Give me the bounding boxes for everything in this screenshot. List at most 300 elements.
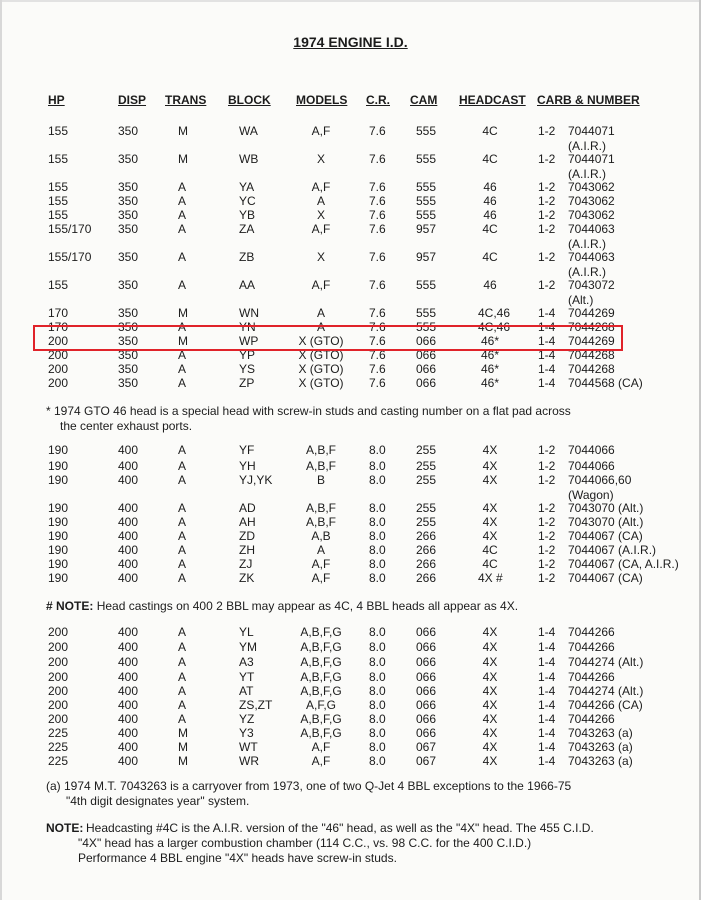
cell-cam: 066 — [416, 640, 437, 654]
cell-disp: 400 — [118, 557, 139, 571]
cell-trans: A — [178, 278, 187, 292]
cell-sub: (A.I.R.) — [568, 139, 606, 153]
cell-hp: 200 — [48, 655, 69, 669]
cell-trans: A — [178, 459, 187, 473]
cell-disp: 350 — [118, 222, 139, 236]
cell-cr: 7.6 — [369, 348, 386, 362]
cell-hp: 155 — [48, 194, 69, 208]
cell-head: 46 — [483, 208, 497, 222]
carryover-footnote-line1: (a) 1974 M.T. 7043263 is a carryover from 1973, one of two Q-Jet 4 BBL exceptions to the 1966-75 — [46, 779, 572, 793]
cell-cam: 067 — [416, 740, 437, 754]
cell-num: 7044066 — [568, 443, 615, 457]
note-text: Head castings on 400 2 BBL may appear as 4C, 4 BBL heads all appear as 4X. — [96, 599, 519, 613]
cell-hp: 190 — [48, 557, 69, 571]
cell-models: A,B,F — [305, 443, 336, 457]
cell-hp: 200 — [48, 625, 69, 639]
cell-trans: M — [178, 334, 188, 348]
cell-hp: 170 — [48, 306, 69, 320]
cell-trans: A — [178, 376, 187, 390]
cell-hp: 190 — [48, 501, 69, 515]
cell-trans: M — [178, 306, 188, 320]
table-row — [0, 740, 701, 754]
cell-head: 4X — [482, 459, 498, 473]
cell-num: 7044268 — [568, 348, 615, 362]
cell-ratio: 1-4 — [538, 712, 556, 726]
cell-block: WB — [239, 152, 259, 166]
cell-models: A — [316, 320, 325, 334]
cell-trans: A — [178, 515, 187, 529]
cell-cr: 8.0 — [369, 459, 386, 473]
cell-disp: 350 — [118, 250, 139, 264]
cell-hp: 190 — [48, 543, 69, 557]
cell-block: ZK — [239, 571, 255, 585]
cell-cam: 255 — [416, 473, 437, 487]
cell-hp: 155 — [48, 124, 69, 138]
cell-cam: 555 — [416, 306, 437, 320]
cell-ratio: 1-2 — [538, 124, 556, 138]
cell-cr: 7.6 — [369, 306, 386, 320]
cell-models: A,B,F — [305, 501, 336, 515]
table-row — [0, 180, 701, 194]
cell-hp: 155 — [48, 278, 69, 292]
cell-disp: 400 — [118, 754, 139, 768]
cell-models: A,F — [311, 278, 331, 292]
cell-disp: 350 — [118, 208, 139, 222]
cell-sub: (Wagon) — [568, 488, 614, 502]
cell-ratio: 1-2 — [538, 222, 556, 236]
cell-disp: 400 — [118, 473, 139, 487]
cell-disp: 400 — [118, 684, 139, 698]
cell-cr: 8.0 — [369, 543, 386, 557]
cell-disp: 400 — [118, 501, 139, 515]
cell-cr: 7.6 — [369, 376, 386, 390]
cell-ratio: 1-4 — [538, 306, 556, 320]
cell-trans: A — [178, 571, 187, 585]
cell-sub: (A.I.R.) — [568, 167, 606, 181]
cell-disp: 400 — [118, 670, 139, 684]
cell-models: X — [316, 208, 325, 222]
cell-ratio: 1-4 — [538, 754, 556, 768]
cell-head: 4X — [482, 501, 498, 515]
cell-cam: 255 — [416, 459, 437, 473]
cell-hp: 190 — [48, 529, 69, 543]
cell-cam: 555 — [416, 194, 437, 208]
cell-head: 4X — [482, 515, 498, 529]
table-row — [0, 459, 701, 473]
cell-hp: 155/170 — [48, 222, 92, 236]
cell-block: AD — [239, 501, 256, 515]
cell-head: 4X — [482, 670, 498, 684]
cell-head: 4X — [482, 529, 498, 543]
table-row — [0, 684, 701, 698]
cell-ratio: 1-4 — [538, 625, 556, 639]
cell-cr: 8.0 — [369, 640, 386, 654]
cell-disp: 350 — [118, 320, 139, 334]
cell-head: 4C — [482, 124, 498, 138]
cell-models: A,B,F,G — [300, 684, 342, 698]
cell-disp: 350 — [118, 152, 139, 166]
table-row — [0, 625, 701, 639]
table-row — [0, 726, 701, 740]
cell-block: YM — [239, 640, 257, 654]
cell-trans: A — [178, 194, 187, 208]
cell-block: YT — [239, 670, 255, 684]
cell-num: 7044063 — [568, 222, 615, 236]
cell-ratio: 1-4 — [538, 640, 556, 654]
cell-cr: 8.0 — [369, 712, 386, 726]
cell-ratio: 1-4 — [538, 348, 556, 362]
cell-block: WT — [239, 740, 258, 754]
cell-num: 7044067 (A.I.R.) — [568, 543, 657, 557]
cell-models: A,F — [311, 557, 331, 571]
cell-models: X (GTO) — [298, 334, 344, 348]
cell-models: A,F — [311, 124, 331, 138]
cell-cam: 555 — [416, 152, 437, 166]
table-row — [0, 754, 701, 768]
table-row — [0, 306, 701, 320]
cell-block: YL — [239, 625, 254, 639]
cell-cam: 255 — [416, 501, 437, 515]
cell-hp: 225 — [48, 754, 69, 768]
cell-block: Y3 — [239, 726, 254, 740]
cell-cam: 957 — [416, 222, 437, 236]
cell-num: 7044066 — [568, 459, 615, 473]
cell-cr: 8.0 — [369, 698, 386, 712]
cell-models: A — [316, 543, 325, 557]
cell-cam: 266 — [416, 557, 437, 571]
cell-trans: A — [178, 543, 187, 557]
cell-cam: 066 — [416, 348, 437, 362]
cell-cr: 7.6 — [369, 320, 386, 334]
cell-hp: 225 — [48, 740, 69, 754]
header-hp: HP — [48, 93, 65, 107]
header-trans: TRANS — [165, 93, 207, 107]
cell-cr: 8.0 — [369, 515, 386, 529]
cell-ratio: 1-2 — [538, 515, 556, 529]
cell-models: A,B,F,G — [300, 655, 342, 669]
cell-trans: A — [178, 684, 187, 698]
cell-num: 7043062 — [568, 208, 615, 222]
cell-head: 4C — [482, 250, 498, 264]
cell-models: X — [316, 250, 325, 264]
cell-ratio: 1-2 — [538, 459, 556, 473]
header-cam: CAM — [410, 93, 438, 107]
cell-head: 46 — [483, 180, 497, 194]
cell-block: WA — [239, 124, 258, 138]
cell-trans: A — [178, 698, 187, 712]
cell-head: 4X — [482, 726, 498, 740]
cell-cam: 957 — [416, 250, 437, 264]
cell-num: 7043072 — [568, 278, 615, 292]
cell-cam: 266 — [416, 571, 437, 585]
cell-hp: 190 — [48, 473, 69, 487]
header-block: BLOCK — [228, 93, 271, 107]
cell-block: YB — [239, 208, 256, 222]
cell-disp: 400 — [118, 698, 139, 712]
cell-trans: A — [178, 320, 187, 334]
cell-cam: 066 — [416, 698, 437, 712]
cell-ratio: 1-4 — [538, 698, 556, 712]
cell-num: 7044067 (CA) — [568, 529, 643, 543]
cell-head: 4X — [482, 740, 498, 754]
cell-models: A,B,F,G — [300, 726, 342, 740]
cell-cr: 7.6 — [369, 334, 386, 348]
cell-ratio: 1-4 — [538, 376, 556, 390]
cell-disp: 350 — [118, 376, 139, 390]
cell-disp: 400 — [118, 640, 139, 654]
table-row — [0, 515, 701, 529]
cell-hp: 155 — [48, 152, 69, 166]
cell-disp: 400 — [118, 655, 139, 669]
cell-models: A — [316, 306, 325, 320]
cell-hp: 155 — [48, 180, 69, 194]
cell-disp: 350 — [118, 124, 139, 138]
cell-models: B — [316, 473, 325, 487]
cell-hp: 155/170 — [48, 250, 92, 264]
cell-models: A — [316, 194, 325, 208]
cell-cr: 8.0 — [369, 726, 386, 740]
cell-hp: 170 — [48, 320, 69, 334]
cell-block: ZJ — [239, 557, 253, 571]
headcasting-note-line3: Performance 4 BBL engine "4X" heads have screw-in studs. — [78, 851, 397, 865]
cell-block: ZH — [239, 543, 255, 557]
table-row — [0, 278, 701, 307]
cell-cam: 555 — [416, 320, 437, 334]
cell-trans: A — [178, 501, 187, 515]
cell-num: 7044266 — [568, 712, 615, 726]
cell-block: YF — [239, 443, 255, 457]
cell-cr: 8.0 — [369, 625, 386, 639]
cell-cr: 7.6 — [369, 180, 386, 194]
cell-models: X (GTO) — [298, 348, 344, 362]
table-row — [0, 250, 701, 279]
cell-disp: 400 — [118, 443, 139, 457]
cell-cam: 255 — [416, 443, 437, 457]
cell-head: 4X — [482, 754, 498, 768]
cell-hp: 200 — [48, 684, 69, 698]
cell-head: 4C — [482, 152, 498, 166]
cell-ratio: 1-2 — [538, 180, 556, 194]
table-row — [0, 152, 701, 181]
cell-trans: A — [178, 655, 187, 669]
cell-cam: 066 — [416, 376, 437, 390]
cell-hp: 200 — [48, 348, 69, 362]
header-carb-number: CARB & NUMBER — [537, 93, 640, 107]
cell-ratio: 1-2 — [538, 443, 556, 457]
table-row — [0, 194, 701, 208]
cell-num: 7044266 (CA) — [568, 698, 643, 712]
cell-models: A,F — [311, 222, 331, 236]
cell-cr: 7.6 — [369, 194, 386, 208]
cell-cam: 555 — [416, 180, 437, 194]
cell-disp: 350 — [118, 194, 139, 208]
cell-head: 4C — [482, 557, 498, 571]
cell-block: A3 — [239, 655, 254, 669]
cell-cam: 555 — [416, 208, 437, 222]
cell-models: A,B — [311, 529, 331, 543]
cell-block: YP — [239, 348, 256, 362]
cell-hp: 200 — [48, 334, 69, 348]
cell-models: A,F — [311, 571, 331, 585]
cell-head: 4X — [482, 712, 498, 726]
cell-trans: A — [178, 222, 187, 236]
cell-ratio: 1-4 — [538, 655, 556, 669]
cell-trans: A — [178, 712, 187, 726]
cell-cam: 066 — [416, 625, 437, 639]
cell-models: A,F — [311, 740, 331, 754]
note-label: # NOTE: — [46, 599, 94, 613]
cell-num: 7044266 — [568, 625, 615, 639]
cell-block: YZ — [239, 712, 255, 726]
cell-num: 7044266 — [568, 640, 615, 654]
cell-cam: 066 — [416, 726, 437, 740]
cell-ratio: 1-2 — [538, 278, 556, 292]
cell-num: 7043263 (a) — [568, 754, 633, 768]
cell-hp: 190 — [48, 515, 69, 529]
cell-hp: 225 — [48, 726, 69, 740]
cell-num: 7044063 — [568, 250, 615, 264]
cell-num: 7044066,60 — [568, 473, 632, 487]
cell-disp: 400 — [118, 625, 139, 639]
cell-sub: (Alt.) — [568, 293, 594, 307]
cell-cr: 8.0 — [369, 557, 386, 571]
cell-block: WP — [239, 334, 259, 348]
cell-cr: 8.0 — [369, 655, 386, 669]
table-row — [0, 571, 701, 585]
cell-block: YH — [239, 459, 256, 473]
header-cr: C.R. — [366, 93, 390, 107]
cell-hp: 190 — [48, 459, 69, 473]
table-row — [0, 208, 701, 222]
cell-block: ZS,ZT — [239, 698, 273, 712]
cell-trans: M — [178, 740, 188, 754]
cell-block: WR — [239, 754, 259, 768]
cell-head: 46* — [480, 362, 500, 376]
cell-cr: 8.0 — [369, 571, 386, 585]
cell-cr: 7.6 — [369, 278, 386, 292]
cell-models: A,B,F — [305, 459, 336, 473]
cell-cr: 8.0 — [369, 443, 386, 457]
cell-cam: 066 — [416, 655, 437, 669]
cell-block: YC — [239, 194, 256, 208]
table-row — [0, 670, 701, 684]
cell-num: 7044067 (CA, A.I.R.) — [568, 557, 679, 571]
cell-cam: 067 — [416, 754, 437, 768]
cell-models: A,F — [311, 754, 331, 768]
cell-head: 4X — [482, 640, 498, 654]
headcasting-note-label: NOTE: — [46, 821, 84, 835]
cell-cr: 8.0 — [369, 670, 386, 684]
cell-trans: A — [178, 250, 187, 264]
cell-hp: 190 — [48, 571, 69, 585]
cell-cr: 8.0 — [369, 473, 386, 487]
cell-num: 7044071 — [568, 124, 615, 138]
cell-hp: 200 — [48, 640, 69, 654]
cell-trans: M — [178, 754, 188, 768]
cell-disp: 400 — [118, 726, 139, 740]
cell-block: ZB — [239, 250, 255, 264]
table-row — [0, 362, 701, 376]
cell-block: AH — [239, 515, 256, 529]
cell-models: X (GTO) — [298, 362, 344, 376]
cell-head: 46* — [480, 334, 500, 348]
table-row — [0, 529, 701, 543]
cell-models: A,F,G — [305, 698, 336, 712]
cell-head: 46 — [483, 278, 497, 292]
cell-cr: 8.0 — [369, 754, 386, 768]
cell-cam: 266 — [416, 529, 437, 543]
cell-trans: A — [178, 640, 187, 654]
cell-cr: 7.6 — [369, 152, 386, 166]
headcasting-note-line2: "4X" head has a larger combustion chamber (114 C.C., vs. 98 C.C. for the 400 C.I.D.) — [78, 836, 532, 850]
cell-block: ZP — [239, 376, 255, 390]
cell-num: 7044071 — [568, 152, 615, 166]
cell-ratio: 1-2 — [538, 473, 556, 487]
head-castings-note — [46, 599, 518, 614]
cell-block: YA — [239, 180, 255, 194]
cell-ratio: 1-4 — [538, 684, 556, 698]
cell-head: 4X — [482, 698, 498, 712]
cell-trans: A — [178, 348, 187, 362]
cell-disp: 350 — [118, 306, 139, 320]
cell-head: 4C,46 — [478, 320, 511, 334]
cell-head: 4C,46 — [478, 306, 511, 320]
table-row — [0, 473, 701, 502]
cell-trans: M — [178, 152, 188, 166]
cell-block: ZD — [239, 529, 255, 543]
cell-disp: 350 — [118, 362, 139, 376]
table-row — [0, 543, 701, 557]
cell-hp: 155 — [48, 208, 69, 222]
cell-num: 7044268 — [568, 362, 615, 376]
cell-trans: M — [178, 124, 188, 138]
cell-head: 4C — [482, 543, 498, 557]
cell-num: 7043263 (a) — [568, 740, 633, 754]
cell-head: 4X — [482, 655, 498, 669]
cell-num: 7044268 — [568, 320, 615, 334]
cell-hp: 200 — [48, 670, 69, 684]
cell-trans: A — [178, 625, 187, 639]
cell-ratio: 1-4 — [538, 334, 556, 348]
table-row — [0, 376, 701, 390]
cell-disp: 400 — [118, 543, 139, 557]
cell-disp: 400 — [118, 529, 139, 543]
cell-models: A,F — [311, 180, 331, 194]
cell-models: A,B,F — [305, 515, 336, 529]
headcasting-note-line1: Headcasting #4C is the A.I.R. version of the "46" head, as well as the "4X" head. The 455 C.I.D. — [86, 821, 594, 835]
cell-block: YN — [239, 320, 256, 334]
cell-num: 7044266 — [568, 670, 615, 684]
table-row — [0, 501, 701, 515]
cell-block: YJ,YK — [239, 473, 273, 487]
header-models: MODELS — [296, 93, 348, 107]
cell-head: 4X — [482, 443, 498, 457]
cell-disp: 400 — [118, 571, 139, 585]
cell-ratio: 1-2 — [538, 501, 556, 515]
cell-block: ZA — [239, 222, 255, 236]
header-headcast: HEADCAST — [459, 93, 526, 107]
cell-disp: 350 — [118, 334, 139, 348]
cell-ratio: 1-2 — [538, 250, 556, 264]
cell-num: 7043070 (Alt.) — [568, 501, 644, 515]
cell-disp: 350 — [118, 278, 139, 292]
cell-trans: A — [178, 529, 187, 543]
cell-ratio: 1-4 — [538, 726, 556, 740]
cell-hp: 200 — [48, 712, 69, 726]
cell-trans: A — [178, 180, 187, 194]
cell-num: 7043062 — [568, 180, 615, 194]
gto-footnote-line2: the center exhaust ports. — [60, 419, 193, 433]
